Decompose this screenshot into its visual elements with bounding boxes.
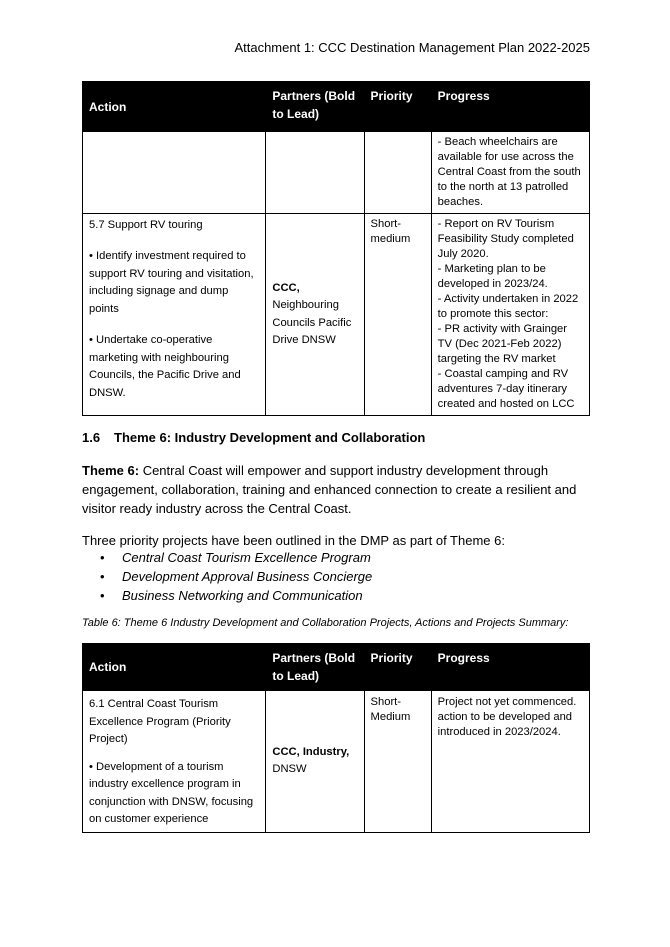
- action-cell: [83, 132, 266, 214]
- progress-line: - Coastal camping and RV adventures 7-day itinerary created and hosted on LCC: [437, 368, 575, 410]
- section-heading: [82, 430, 425, 445]
- col-header-partners: Partners (Bold to Lead): [266, 644, 364, 691]
- col-header-progress: Progress: [431, 82, 589, 132]
- partner-lead: CCC,: [272, 281, 300, 294]
- action-title: 6.1 Central Coast Tourism Excellence Program (Priority Project): [89, 698, 231, 745]
- partner-others: Neighbouring Councils Pacific Drive DNSW: [272, 299, 352, 346]
- list-item: • Central Coast Tourism Excellence Program: [82, 548, 372, 567]
- progress-cell: Project not yet commenced. action to be developed and introduced in 2023/2024.: [431, 691, 589, 833]
- progress-line: - Beach wheelchairs are available for use across the Central Coast from the south to the north at 13 patrolled beaches.: [437, 136, 581, 208]
- action-bullet: • Undertake co-operative marketing with neighbouring Councils, the Pacific Drive and DNSW.: [89, 334, 241, 399]
- col-header-priority: Priority: [364, 82, 431, 132]
- col-header-priority: Priority: [364, 644, 431, 691]
- action-title: 5.7 Support RV touring: [89, 219, 203, 231]
- section-title: Theme 6: Industry Development and Collaboration: [114, 430, 426, 445]
- col-header-action: Action: [83, 644, 266, 691]
- partner-others: DNSW: [272, 763, 307, 776]
- table-caption: Table 6: Theme 6 Industry Development and Collaboration Projects, Actions and Projects Summary:: [82, 617, 569, 629]
- theme-text: Central Coast will empower and support industry development through engagement, collaboration, training and enhanced connection to create a resilient and visitor ready industry across the Central Coast.: [82, 463, 577, 516]
- action-cell: [83, 691, 266, 833]
- progress-line: - Marketing plan to be developed in 2023/24.: [437, 263, 548, 290]
- partner-lead: CCC, Industry,: [272, 745, 350, 758]
- section-number: 1.6: [82, 430, 101, 445]
- col-header-progress: Progress: [431, 644, 589, 691]
- col-header-action: Action: [83, 82, 266, 132]
- action-bullet: • Identify investment required to support RV touring and visitation, including signage and dump points: [89, 250, 254, 315]
- theme-statement: [82, 461, 592, 518]
- intro-paragraph: Three priority projects have been outlined in the DMP as part of Theme 6:: [82, 533, 505, 548]
- progress-line: - Report on RV Tourism Feasibility Study completed July 2020.: [437, 218, 574, 260]
- priority-cell: Short-medium: [364, 214, 431, 416]
- progress-cell: [431, 214, 589, 416]
- action-bullet: • Development of a tourism industry excellence program in conjunction with DNSW, focusing on customer experience: [89, 760, 254, 825]
- table-theme5-continued: [82, 81, 590, 416]
- list-item: • Business Networking and Communication: [82, 586, 372, 605]
- progress-cell: [431, 132, 589, 214]
- priority-cell: Short-Medium: [364, 691, 431, 833]
- partners-cell: [266, 214, 364, 416]
- table-row: [83, 691, 590, 833]
- action-cell: [83, 214, 266, 416]
- page-header: Attachment 1: CCC Destination Management Plan 2022-2025: [234, 40, 590, 55]
- priority-projects-list: [82, 548, 372, 605]
- table-row: [83, 214, 590, 416]
- theme-label: Theme 6:: [82, 463, 140, 478]
- partners-cell: [266, 132, 364, 214]
- list-item: • Development Approval Business Concierge: [82, 567, 372, 586]
- progress-line: - Activity undertaken in 2022 to promote this sector:: [437, 293, 579, 320]
- table-theme6: [82, 643, 590, 833]
- table-row: [83, 132, 590, 214]
- priority-cell: [364, 132, 431, 214]
- progress-line: - PR activity with Grainger TV (Dec 2021-Feb 2022) targeting the RV market: [437, 323, 567, 365]
- partners-cell: [266, 691, 364, 833]
- col-header-partners: Partners (Bold to Lead): [266, 82, 364, 132]
